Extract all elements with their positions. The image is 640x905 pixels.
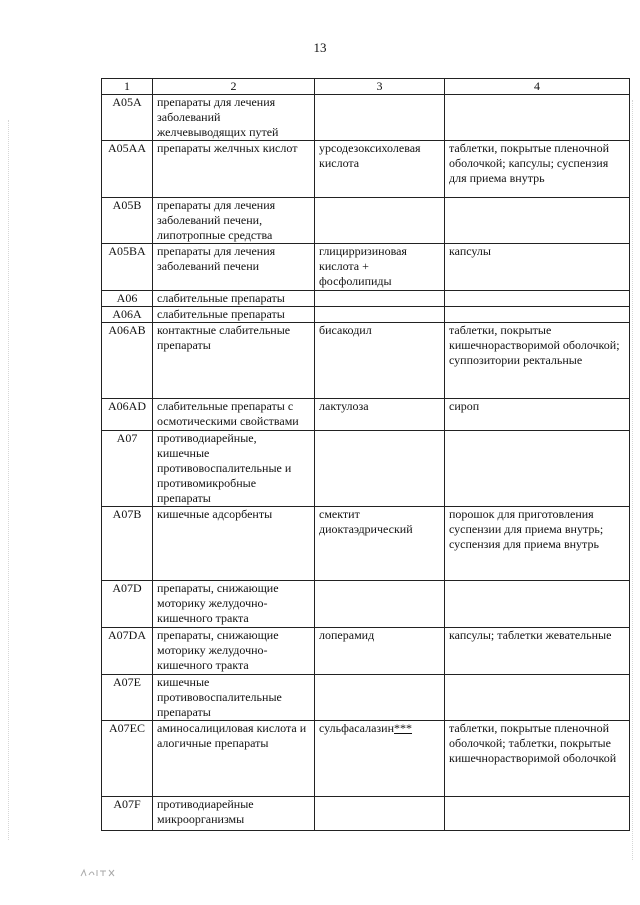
form-cell	[445, 244, 630, 291]
group-cell-text: аминосалициловая кислота и алогичные препараты	[157, 721, 307, 750]
drug-cell-text: сульфасалазин	[319, 721, 395, 735]
form-cell	[445, 291, 630, 307]
group-cell	[153, 581, 315, 628]
group-cell-text: препараты для лечения заболеваний печени, липотропные средства	[157, 198, 276, 242]
scan-mark	[80, 868, 116, 880]
form-cell	[445, 675, 630, 721]
form-cell-text: сироп	[449, 399, 480, 413]
group-cell	[153, 323, 315, 399]
table-row	[102, 675, 630, 721]
group-cell-text: препараты для лечения заболеваний печени	[157, 244, 276, 273]
code-cell-text: A07F	[113, 797, 141, 811]
table-row	[102, 198, 630, 244]
table-row	[102, 399, 630, 431]
form-cell-text: капсулы	[449, 244, 491, 258]
page-number: 13	[313, 40, 327, 55]
drug-cell	[315, 244, 445, 291]
group-cell-text: противодиарейные микроорганизмы	[157, 797, 254, 826]
code-cell	[102, 721, 153, 797]
drug-cell	[315, 198, 445, 244]
code-cell	[102, 431, 153, 507]
form-cell-text: таблетки, покрытые пленочной оболочкой; капсулы; суспензия для приема внутрь	[449, 141, 610, 185]
group-cell	[153, 291, 315, 307]
code-cell-text: A06AB	[108, 323, 146, 337]
code-cell-text: A07	[116, 431, 138, 445]
drug-cell	[315, 628, 445, 675]
group-cell	[153, 95, 315, 141]
header-col-1: 1	[102, 79, 153, 95]
group-cell	[153, 141, 315, 198]
header-col-4: 4	[445, 79, 630, 95]
table-row	[102, 431, 630, 507]
drug-cell	[315, 797, 445, 831]
form-cell	[445, 721, 630, 797]
group-cell	[153, 797, 315, 831]
drug-cell-text: лактулоза	[319, 399, 369, 413]
code-cell-text: A05AA	[108, 141, 146, 155]
drug-cell-text: лоперамид	[319, 628, 375, 642]
code-cell	[102, 198, 153, 244]
drug-cell-text: бисакодил	[319, 323, 372, 337]
form-cell	[445, 628, 630, 675]
table-row	[102, 797, 630, 831]
form-cell-text: таблетки, покрытые пленочной оболочкой; таблетки, покрытые кишечнорастворимой оболочкой	[449, 721, 617, 765]
form-cell	[445, 431, 630, 507]
drug-cell	[315, 431, 445, 507]
group-cell-text: слабительные препараты	[157, 291, 285, 305]
drug-cell	[315, 675, 445, 721]
code-cell-text: A07D	[112, 581, 142, 595]
code-cell-text: A05A	[112, 95, 142, 109]
drug-cell	[315, 95, 445, 141]
code-cell	[102, 675, 153, 721]
table-row	[102, 291, 630, 307]
drug-cell	[315, 507, 445, 581]
group-cell-text: контактные слабительные препараты	[157, 323, 291, 352]
drug-cell	[315, 721, 445, 797]
drug-cell	[315, 581, 445, 628]
group-cell-text: кишечные противовоспалительные препараты	[157, 675, 282, 719]
drug-cell	[315, 323, 445, 399]
group-cell-text: препараты желчных кислот	[157, 141, 298, 155]
code-cell-text: A05B	[112, 198, 142, 212]
header-col-2: 2	[153, 79, 315, 95]
table-row	[102, 95, 630, 141]
drug-table	[101, 78, 630, 831]
left-margin-dots	[8, 120, 10, 840]
group-cell	[153, 399, 315, 431]
drug-cell-text: глицирризиновая кислота + фосфолипиды	[319, 244, 407, 288]
form-cell	[445, 399, 630, 431]
table-row	[102, 628, 630, 675]
group-cell-text: препараты, снижающие моторику желудочно-кишечного тракта	[157, 628, 279, 672]
code-cell	[102, 244, 153, 291]
code-cell	[102, 581, 153, 628]
code-cell-text: A07B	[112, 507, 142, 521]
scan-mark-icon	[80, 868, 116, 878]
code-cell-text: A07DA	[108, 628, 146, 642]
form-cell	[445, 95, 630, 141]
form-cell	[445, 141, 630, 198]
header-col-3: 3	[315, 79, 445, 95]
group-cell-text: слабительные препараты с осмотическими свойствами	[157, 399, 299, 428]
form-cell	[445, 507, 630, 581]
drug-footnote-mark: ***	[394, 721, 413, 735]
form-cell	[445, 307, 630, 323]
code-cell-text: A06A	[112, 307, 142, 321]
table-row	[102, 244, 630, 291]
code-cell	[102, 797, 153, 831]
code-cell	[102, 291, 153, 307]
group-cell-text: противодиарейные, кишечные противовоспалительные и противомикробные препараты	[157, 431, 292, 505]
table-row	[102, 721, 630, 797]
code-cell	[102, 323, 153, 399]
form-cell	[445, 198, 630, 244]
table-row	[102, 141, 630, 198]
group-cell-text: кишечные адсорбенты	[157, 507, 273, 521]
drug-cell-text: урсодезоксихолевая кислота	[319, 141, 421, 170]
table-row	[102, 581, 630, 628]
group-cell	[153, 507, 315, 581]
group-cell	[153, 721, 315, 797]
table-row	[102, 323, 630, 399]
code-cell-text: A06	[116, 291, 138, 305]
form-cell-text: порошок для приготовления суспензии для приема внутрь; суспензия для приема внутрь	[449, 507, 604, 551]
code-cell	[102, 399, 153, 431]
group-cell	[153, 307, 315, 323]
drug-cell	[315, 141, 445, 198]
group-cell	[153, 628, 315, 675]
code-cell	[102, 507, 153, 581]
form-cell	[445, 581, 630, 628]
group-cell	[153, 675, 315, 721]
code-cell	[102, 141, 153, 198]
table-body	[102, 95, 630, 831]
group-cell	[153, 198, 315, 244]
form-cell-text: таблетки, покрытые кишечнорастворимой оболочкой; суппозитории ректальные	[449, 323, 620, 367]
code-cell-text: A06AD	[108, 399, 146, 413]
form-cell	[445, 323, 630, 399]
form-cell	[445, 797, 630, 831]
code-cell	[102, 95, 153, 141]
code-cell-text: A07E	[113, 675, 141, 689]
right-margin-dots	[632, 100, 634, 860]
code-cell	[102, 628, 153, 675]
drug-cell	[315, 307, 445, 323]
drug-cell	[315, 291, 445, 307]
group-cell-text: препараты, снижающие моторику желудочно-кишечного тракта	[157, 581, 279, 625]
drug-cell	[315, 399, 445, 431]
group-cell	[153, 244, 315, 291]
form-cell-text: капсулы; таблетки жевательные	[449, 628, 612, 642]
header-row	[102, 79, 630, 95]
code-cell-text: A05BA	[108, 244, 146, 258]
group-cell-text: препараты для лечения заболеваний желчевыводящих путей	[157, 95, 279, 139]
code-cell	[102, 307, 153, 323]
group-cell	[153, 431, 315, 507]
table-row	[102, 307, 630, 323]
drug-cell-text: смектит диоктаэдрический	[319, 507, 413, 536]
code-cell-text: A07EC	[109, 721, 145, 735]
group-cell-text: слабительные препараты	[157, 307, 285, 321]
table-row	[102, 507, 630, 581]
